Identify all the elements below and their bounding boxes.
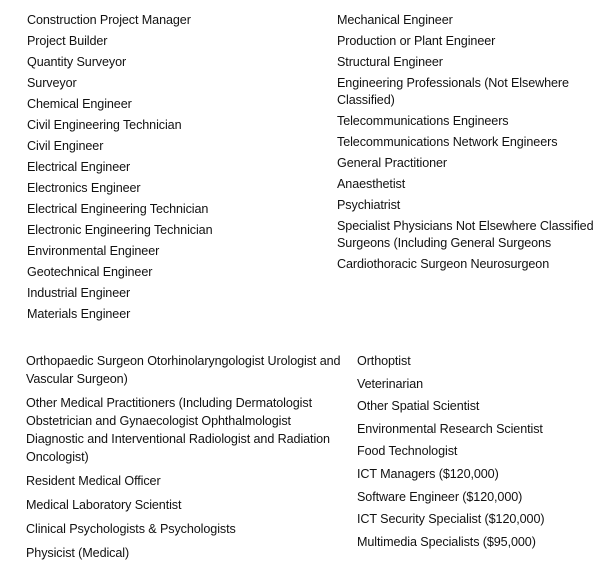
- list-item: Medical Laboratory Scientist: [26, 498, 182, 512]
- list-item: Environmental Research Scientist: [357, 421, 543, 436]
- list-item: Other Spatial Scientist: [357, 399, 480, 414]
- list-item: Engineering Professionals (Not Elsewhere Classified): [337, 76, 569, 107]
- list-item: Cardiothoracic Surgeon Neurosurgeon: [337, 257, 550, 271]
- list-item: Mechanical Engineer: [337, 13, 453, 27]
- occupation-list-upper-right: [337, 12, 599, 277]
- list-item: Telecommunications Engineers: [337, 114, 509, 128]
- list-item: Telecommunications Network Engineers: [337, 135, 558, 149]
- list-item: Clinical Psychologists & Psychologists: [26, 522, 236, 536]
- list-item: Electronics Engineer: [27, 181, 141, 195]
- list-item: General Practitioner: [337, 156, 447, 170]
- list-item: Other Medical Practitioners (Including Dermatologist Obstetrician and Gynaecologist Ophthalmologist Diagnostic and Interventional Radiologist and Radiation Oncologist): [26, 396, 330, 464]
- list-item: Veterinarian: [357, 376, 424, 391]
- list-item: Chemical Engineer: [27, 97, 132, 111]
- occupation-list-lower-left: [26, 352, 346, 568]
- occupation-list-lower-right: [357, 352, 544, 555]
- list-item: Civil Engineer: [27, 139, 104, 153]
- list-item: Environmental Engineer: [27, 244, 160, 258]
- list-item: Industrial Engineer: [27, 286, 131, 300]
- list-item: Electrical Engineer: [27, 160, 131, 174]
- list-item: Quantity Surveyor: [27, 55, 127, 69]
- list-item: Specialist Physicians Not Elsewhere Classified Surgeons (Including General Surgeons: [337, 219, 594, 250]
- list-item: Physicist (Medical): [26, 546, 130, 560]
- list-item: Geotechnical Engineer: [27, 265, 153, 279]
- list-item: Materials Engineer: [27, 307, 131, 321]
- list-item: Software Engineer ($120,000): [357, 489, 523, 504]
- occupation-list-upper-left: [27, 12, 213, 327]
- list-item: Orthopaedic Surgeon Otorhinolaryngologist Urologist and Vascular Surgeon): [26, 354, 341, 386]
- list-item: Multimedia Specialists ($95,000): [357, 534, 536, 549]
- list-item: Psychiatrist: [337, 198, 401, 212]
- list-item: ICT Security Specialist ($120,000): [357, 512, 545, 527]
- list-item: Project Builder: [27, 34, 108, 48]
- list-item: Production or Plant Engineer: [337, 34, 496, 48]
- list-item: Electronic Engineering Technician: [27, 223, 213, 237]
- list-item: Food Technologist: [357, 444, 458, 459]
- list-item: Structural Engineer: [337, 55, 443, 69]
- list-item: Surveyor: [27, 76, 77, 90]
- list-item: ICT Managers ($120,000): [357, 466, 499, 481]
- list-item: Orthoptist: [357, 354, 411, 368]
- list-item: Electrical Engineering Technician: [27, 202, 209, 216]
- list-item: Construction Project Manager: [27, 13, 191, 27]
- list-item: Anaesthetist: [337, 177, 406, 191]
- list-item: Resident Medical Officer: [26, 474, 161, 488]
- list-item: Civil Engineering Technician: [27, 118, 182, 132]
